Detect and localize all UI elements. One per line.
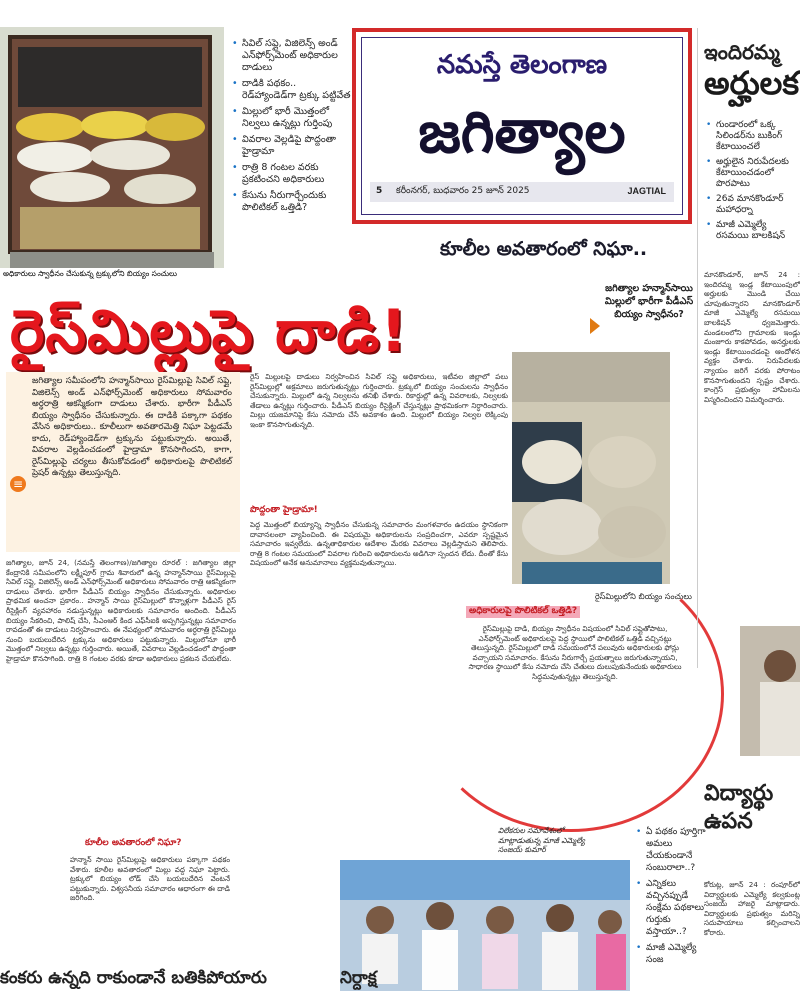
body-center2: పెద్ద మొత్తంలో బియ్యాన్ని స్వాధీనం చేసుకున్న సమాచారం మంగళవారం ఉదయం స్థానికంగా దావానలంలా వ్యాపించింది. ఈ విషయమై అధికారులను సంప్రదించగా, ఎవరూ స్పష్టమైన సమాచారం ఇవ్వలేదు. ఉన్నతాధికారుల ఆదేశాల మేరకు వివరాలు వెల్లడిస్తామని తెలిపారు. రాత్రి 8 గంటల సమయంలో వివరాల గురించి అధికారులను అడిగినా స్పందన లేదు. దీంతో కేసు విషయంలో అనేక అనుమానాలు వ్యక్తమవుతున్నాయి. <box>250 520 508 568</box>
bottom-bullets <box>636 826 706 970</box>
edition-english: JAGTIAL <box>627 186 666 196</box>
edition-title: జగిత్యాల <box>418 98 626 166</box>
body-left: జగిత్యాల, జూన్ 24, (నమస్తే తెలంగాణ)/జగిత్యాల రూరల్ : జగిత్యాల జిల్లా కేంద్రానికి సమీపంలోని లక్ష్మీపూర్ గ్రామ శివారులో ఉన్న హన్మాన్‌సాయి రైస్‌మిల్లుపై సివిల్ సప్లై, విజిలెన్స్ అండ్ ఎన్‌ఫోర్స్‌మెంట్ అధికారులు సోమవారం రాత్రి ఆకస్మికంగా దాడులు చేశారు. భారీగా పీడీఎస్ బియ్యం స్వాధీనం చేసుకున్నారు. అధికారుల ప్రాథమిక అంచనా ప్రకారం.. హన్మాన్ సాయి రైస్‌మిల్లులో కొన్నాళ్లుగా పీడీఎస్ రైస్ రీసైక్లింగ్ వ్యవహారం నడుస్తున్నట్లు అధికారులకు సమాచారం అందింది. పీడీఎస్ బియ్యం సేకరించి, పాలిష్ చేసి, సీఎంఆర్ కింద ఎఫ్‌సీఐకి అప్పగిస్తున్నట్లు సమాచారం రావడంతో ఈ దాడులు నిర్వహించారు. ఈ నేపథ్యంలో సోమవారం అర్ధరాత్రి రైస్‌మిల్లు నుంచి బయలుదేరిన ట్రక్కును అధికారులు పట్టుకున్నారు. మిల్లులోనూ భారీ మొత్తంలో నిల్వలు ఉన్నట్లు గుర్తించారు. అయితే, వివరాలు వెల్లడించడంలో పొద్దంతా హైడ్రామా కొనసాగింది. రాత్రి 8 గంటల వరకు కూడా అధికారులు ప్రకటన చేయలేదు. <box>6 558 236 663</box>
highlights-list <box>232 38 352 218</box>
body-center: రైస్ మిల్లులపై దాడులు నిర్వహించిన సివిల్ సప్లై అధికారులు, ఇటీవల జిల్లాలో పలు రైస్‌మిల్లుల్లో అక్రమాలు జరుగుతున్నట్లు గుర్తించారు. ట్రక్కులో బియ్యం సంచులను స్వాధీనం చేసుకున్నారు. మిల్లులో ఉన్న నిల్వలను తనిఖీ చేశారు. రికార్డుల్లో ఉన్న వివరాలకు, నిల్వలకు తేడాలు ఉన్నట్లు గుర్తించారు. పీడీఎస్ బియ్యం రీసైక్లింగ్ చేస్తున్నట్లు ప్రాథమికంగా నిర్ధారించారు. మిల్లు యజమానిపై కేసు నమోదు చేసే అవకాశం ఉంది. మిల్లులో బియ్యం నిల్వల లెక్కింపు ఇంకా కొనసాగుతున్నది. <box>250 372 508 429</box>
right-bullet-item: • అర్హులైన నిరుపేదలకు కేటాయించడంలో పొరపాటు <box>706 157 798 190</box>
highlight-item: • రాత్రి 8 గంటల వరకు ప్రకటించని అధికారులు <box>232 162 352 186</box>
masthead <box>352 28 692 224</box>
bottom-bullet-item: • మాజీ ఎమ్మెల్యే సంజ <box>636 942 706 966</box>
bottom-photo-caption: విలేకరుల సమావేశంలో మాట్లాడుతున్న మాజీ ఎమ్మెల్యే సంజయ్ కుమార్ <box>498 826 585 854</box>
right-body: మానకొండూర్, జూన్ 24 : ఇందిరమ్మ ఇండ్ల కేటాయింపులో అర్హులకు మొండి చేయి చూపుతున్నారని మానకొండూర్ మాజీ ఎమ్మెల్యే రసమయి బాలకిషన్ ధ్వజమెత్తారు. మండలంలోని గ్రామాలకు ఇండ్లు మంజూరు కాకపోవడం, అనర్హులకు ఇండ్లు కేటాయించడంపై ఆందోళన వ్యక్తం చేశారు. నిరుపేదలకు న్యాయం జరిగే వరకు పోరాటం కొనసాగుతుందని స్పష్టం చేశారు. కాంగ్రెస్ ప్రభుత్వం హామీలను విస్మరించిందని విమర్శించారు. <box>704 270 800 404</box>
summary-text: జగిత్యాల సమీపంలోని హన్మాన్‌సాయి రైస్‌మిల్లుపై సివిల్ సప్లై, విజిలెన్స్ అండ్ ఎన్‌ఫోర్స్‌మెంట్ అధికారులు సోమవారం అర్ధరాత్రి ఆకస్మికంగా దాడులు చేశారు. భారీగా పీడీఎస్ బియ్యం స్వాధీనం చేసుకున్నారు. ఈ దాడికి పక్కాగా పథకం వేసిన అధికారులు.. కూలీలుగా అవతారమెత్తి నిఘా పెట్టడమే కాదు, రెడ్‌హ్యాండెడ్‌గా ట్రక్కును పట్టుకున్నారు. అయితే, వివరాల వెల్లడించడంలో హైడ్రామా కొనసాగిందని, కాగా, రైస్‌మిల్లుపై చర్యలు తీసుకోవడంలో అధికారులపై పొలిటికల్ ప్రెషర్ ఉన్నట్లు తెలుస్తున్నది. <box>32 376 232 478</box>
bottom-teaser-left: కంకరు ఉన్నది రాకుండానే బతికిపోయారు <box>0 968 267 988</box>
right-bullet-item: • 26వ మానకొండూర్ మహాధర్నా <box>706 194 798 216</box>
political-text: రైస్‌మిల్లుపై దాడి, బియ్యం స్వాధీనం విషయంలో సివిల్ సప్లైతోపాటు, ఎన్‌ఫోర్స్‌మెంట్ అధికారులపై పెద్ద స్థాయిలో పొలిటికల్ ఒత్తిడి వచ్చినట్లు తెలుస్తున్నది. రైస్‌మిల్లులో దాడి సమయంలోనే పలువురు అధికారులకు ఫోన్లు వచ్చాయని సమాచారం. కేసును నీరుగార్చే ప్రయత్నాలు జరుగుతున్నాయని, సాధారణ స్థాయిలో కేసు నమోదు చేసి చేతులు దులుపుకునేందుకు అధికారులు సిద్ధమవుతున్నట్లు తెలుస్తున్నది. <box>468 624 682 681</box>
rice-bags-photo <box>512 352 670 584</box>
political-title: అధికారులపై పొలిటికల్ ఒత్తిడి? <box>466 606 580 618</box>
highlight-item: • మిల్లులో భారీ మొత్తంలో నిల్వలు ఉన్నట్లు గుర్తింపు <box>232 106 352 130</box>
subhead-1: కూలీల అవతారంలో నిఘా? <box>85 838 182 848</box>
right-lower-headline: విద్యార్థు ఉపన <box>704 781 774 834</box>
paper-name: నమస్తే తెలంగాణ <box>436 50 608 80</box>
kicker: కూలీల అవతారంలో నిఘా.. <box>440 238 648 260</box>
subhead-2: పొద్దంతా హైడ్రామా! <box>250 505 318 515</box>
right-headline: అర్హులక <box>704 64 800 102</box>
summary-icon: ≡ <box>10 476 26 492</box>
side-note-arrow <box>590 318 600 334</box>
summary-box <box>6 372 240 552</box>
highlight-item: • వివరాల వెల్లడిపై పొద్దంతా హైడ్రామా <box>232 134 352 158</box>
bottom-bullet-item: • ఏ పథకం పూర్తిగా అమలు చేయకుండానే సంబురాలా..? <box>636 826 706 874</box>
body-sub1: హన్మాన్ సాయి రైస్‌మిల్లుపై అధికారులు పక్కాగా పథకం వేశారు. కూలీల అవతారంలో మిల్లు వద్ద నిఘా పెట్టారు. ట్రక్కులో బియ్యం లోడ్ చేసి బయలుదేరిన వెంటనే పట్టుకున్నారు. విశ్వసనీయ సమాచారం ఆధారంగా ఈ దాడి జరిగింది. <box>70 855 230 903</box>
highlight-item: • సివిల్ సప్లై, విజిలెన్స్ అండ్ ఎన్‌ఫోర్స్‌మెంట్ అధికారుల దాడులు <box>232 38 352 74</box>
right-photo <box>740 626 800 756</box>
right-divider <box>697 28 698 668</box>
dateline-bar <box>370 182 674 202</box>
inset-photo-caption: రైస్‌మిల్లులోని బియ్యం సంచులు <box>595 592 692 601</box>
highlight-item: • దాడికి పథకం.. రెడ్‌హ్యాండెడ్‌గా ట్రక్కు పట్టివేత <box>232 78 352 102</box>
right-bullet-item: • గుండారంలో ఒక్క సిలిండర్‌ను బుకింగ్ కేటాయించలే <box>706 120 798 153</box>
truck-photo <box>0 27 224 270</box>
press-meet-photo <box>340 860 630 991</box>
right-bullets <box>706 120 798 246</box>
right-lower-body: కోరుట్ల, జూన్ 24 : రంపూర్‌లో విద్యార్థులకు ఎమ్మెల్యే కల్వకుంట్ల సంజయ్ హాజరై మాట్లాడారు. విద్యార్థులకు ప్రభుత్వం మరిన్ని సదుపాయాలు కల్పించాలని కోరారు. <box>704 880 800 937</box>
headline: రైస్‌మిల్లుపై దాడి! <box>10 297 408 365</box>
right-photo-image <box>740 626 800 756</box>
bottom-bullet-item: • ఎన్నికలు వచ్చినప్పుడే సంక్షేమ పథకాలు గుర్తుకు వస్తాయా..? <box>636 878 706 938</box>
right-kicker: ఇందిరమ్మ <box>704 40 780 64</box>
bottom-teaser-center: నిర్దాక్ష <box>340 968 377 988</box>
press-meet-image <box>340 860 630 991</box>
truck-image <box>0 27 224 270</box>
dateline: కరీంనగర్, బుధవారం 25 జూన్ 2025 <box>396 186 530 196</box>
side-note: జగిత్యాల హన్మాన్‌సాయి మిల్లులో భారీగా పీడీఎస్ బియ్యం స్వాధీనం? <box>604 283 694 320</box>
highlight-item: • కేసును నీరుగార్చేందుకు పొలిటికల్ ఒత్తిడి? <box>232 190 352 214</box>
rice-bags-image <box>512 352 670 584</box>
page-number: 5 <box>376 186 383 196</box>
truck-photo-caption: అధికారులు స్వాధీనం చేసుకున్న ట్రక్కులోని బియ్యం సంచులు <box>0 268 226 281</box>
right-bullet-item: • మాజీ ఎమ్మెల్యే రసమయి బాలకిషన్ <box>706 220 798 242</box>
